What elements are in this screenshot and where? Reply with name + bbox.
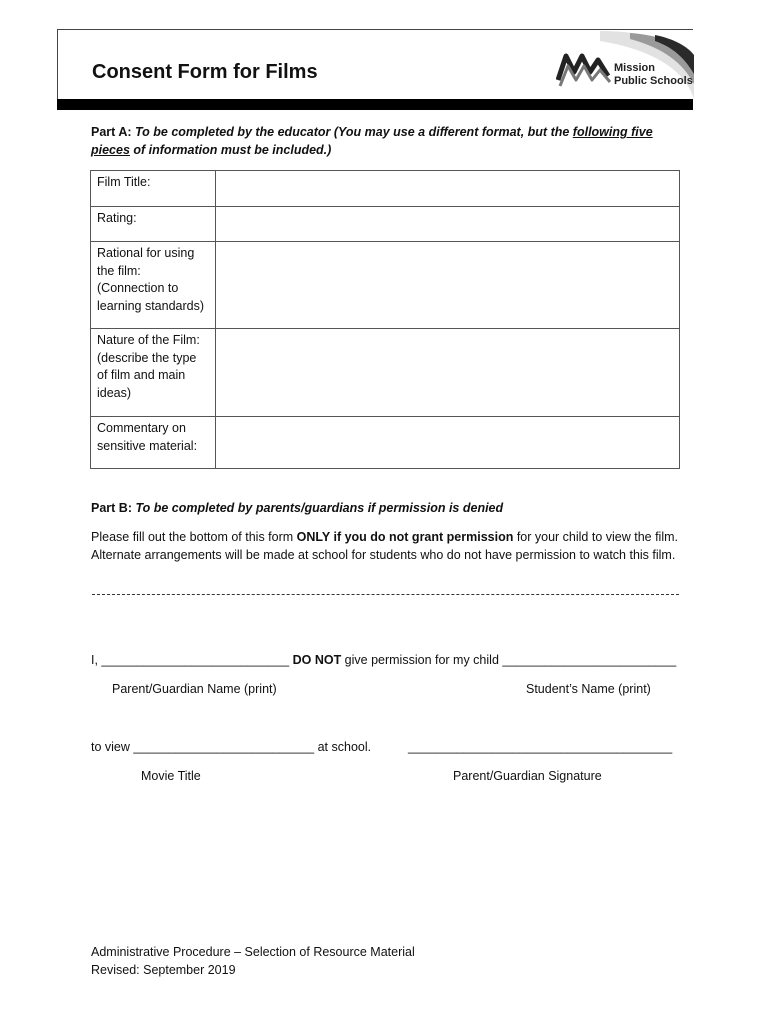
permission-line-1 [91,653,676,667]
table-row [91,329,680,417]
footer-procedure: Administrative Procedure – Selection of Resource Material [91,945,415,959]
row-label: Commentary on sensitive material: [91,417,216,469]
row-label: Rating: [91,207,216,242]
table-row [91,207,680,242]
part-b-instructions [91,499,503,517]
footer [91,943,415,979]
student-name-caption: Student’s Name (print) [526,682,651,696]
paragraph-end: for your child to view the film. Alternate arrangements will be made at school for students who do not have permission to watch this film. [91,530,678,562]
header-bar [57,99,693,110]
paragraph-start: Please fill out the bottom of this form [91,530,297,544]
part-b-label: Part B: [91,501,132,515]
table-row [91,242,680,329]
logo-line-1: Mission [614,62,655,74]
commentary-field[interactable] [216,417,680,469]
nature-field[interactable] [216,329,680,417]
paragraph-bold: ONLY if you do not grant permission [296,530,514,544]
part-a-instructions [91,123,691,159]
row-label: Film Title: [91,171,216,207]
cut-line-divider [92,594,679,595]
table-row [91,171,680,207]
permission-line-1-end: give permission for my child _________________________ [341,653,677,667]
part-b-instruction: To be completed by parents/guardians if permission is denied [135,501,504,515]
logo-line-2: Public Schools [614,75,693,87]
rating-field[interactable] [216,207,680,242]
signature-line: ______________________________________ [408,740,673,754]
film-info-table [90,170,680,469]
permission-line-1-start: I, ___________________________ [91,653,293,667]
movie-title-line: to view __________________________ at school. [91,740,372,754]
footer-revised: Revised: September 2019 [91,963,236,977]
logo-text [614,62,693,88]
parent-name-caption: Parent/Guardian Name (print) [112,682,277,696]
permission-paragraph [91,528,691,564]
movie-title-caption: Movie Title [141,769,201,783]
row-label: Nature of the Film: (describe the type of film and main ideas) [91,329,216,417]
part-a-instruction-underlined: following five pieces [91,125,653,157]
table-row [91,417,680,469]
permission-do-not: DO NOT [292,653,342,667]
page-title: Consent Form for Films [92,61,318,83]
signature-caption: Parent/Guardian Signature [453,769,602,783]
part-a-instruction-end: of information must be included.) [129,143,332,157]
film-title-field[interactable] [216,171,680,207]
part-a-label: Part A: [91,125,132,139]
rationale-field[interactable] [216,242,680,329]
part-a-instruction-start: To be completed by the educator (You may use a different format, but the [135,125,573,139]
row-label: Rational for using the film: (Connection to learning standards) [91,242,216,329]
